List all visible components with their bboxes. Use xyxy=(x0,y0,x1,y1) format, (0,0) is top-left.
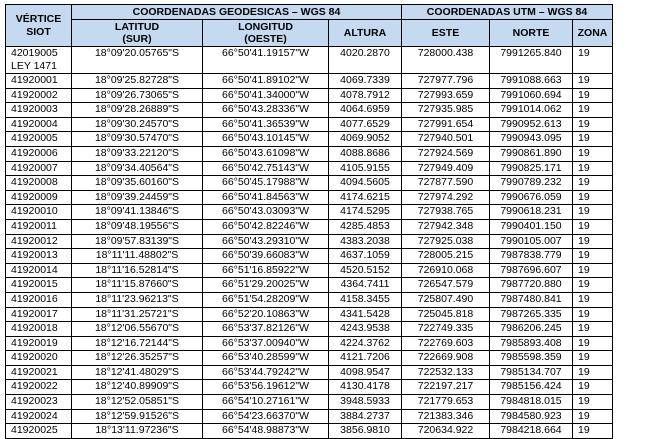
cell-alt: 4078.7912 xyxy=(329,88,402,103)
cell-vertice: 41920025 xyxy=(6,424,72,439)
table-row xyxy=(6,263,613,278)
cell-alt: 4020.2870 xyxy=(329,47,402,74)
cell-norte: 7984818.015 xyxy=(490,395,573,410)
cell-lon: 66°51'29.20025"W xyxy=(203,278,329,293)
cell-este: 728005.215 xyxy=(402,249,490,264)
table-row xyxy=(6,47,613,74)
coordinates-table-wrapper xyxy=(5,4,613,439)
cell-norte: 7985156.424 xyxy=(490,380,573,395)
cell-alt: 4383.2038 xyxy=(329,234,402,249)
cell-norte: 7985134.707 xyxy=(490,365,573,380)
cell-alt: 4158.3455 xyxy=(329,292,402,307)
cell-este: 720634.922 xyxy=(402,424,490,439)
table-row xyxy=(6,205,613,220)
table-row xyxy=(6,336,613,351)
cell-este: 725045.818 xyxy=(402,307,490,322)
cell-norte: 7987720.880 xyxy=(490,278,573,293)
cell-lon: 66°50'41.84563"W xyxy=(203,190,329,205)
cell-vertice: 41920017 xyxy=(6,307,72,322)
cell-lon: 66°50'39.66083"W xyxy=(203,249,329,264)
cell-lon: 66°50'41.36539"W xyxy=(203,117,329,132)
cell-alt: 4364.7411 xyxy=(329,278,402,293)
cell-lon: 66°53'56.19612"W xyxy=(203,380,329,395)
cell-vertice: 41920002 xyxy=(6,88,72,103)
cell-norte: 7985893.408 xyxy=(490,336,573,351)
header-norte: NORTE xyxy=(490,20,573,47)
cell-vertice: 41920008 xyxy=(6,176,72,191)
cell-zona: 19 xyxy=(573,132,613,147)
cell-alt: 4130.4178 xyxy=(329,380,402,395)
cell-zona: 19 xyxy=(573,88,613,103)
cell-zona: 19 xyxy=(573,234,613,249)
cell-vertice: 41920007 xyxy=(6,161,72,176)
cell-lat: 18°09'26.73065"S xyxy=(72,88,203,103)
cell-alt: 4094.5605 xyxy=(329,176,402,191)
cell-lon: 66°54'23.66370"W xyxy=(203,409,329,424)
coordinates-table xyxy=(5,4,613,439)
cell-este: 722669.908 xyxy=(402,351,490,366)
cell-zona: 19 xyxy=(573,292,613,307)
cell-alt: 4174.5295 xyxy=(329,205,402,220)
cell-este: 727977.796 xyxy=(402,74,490,89)
cell-alt: 3856.9810 xyxy=(329,424,402,439)
cell-zona: 19 xyxy=(573,424,613,439)
cell-zona: 19 xyxy=(573,47,613,74)
header-vertice-label: VÉRTICE xyxy=(15,13,62,25)
cell-lat: 18°12'59.91526"S xyxy=(72,409,203,424)
header-latitud-sub: (SUR) xyxy=(122,33,152,45)
cell-alt: 4520.5152 xyxy=(329,263,402,278)
cell-vertice: 41920004 xyxy=(6,117,72,132)
cell-lat: 18°09'48.19556"S xyxy=(72,219,203,234)
cell-este: 727924.569 xyxy=(402,146,490,161)
table-row xyxy=(6,424,613,439)
cell-vertice xyxy=(6,47,72,74)
cell-vertice: 41920015 xyxy=(6,278,72,293)
cell-este: 727949.409 xyxy=(402,161,490,176)
cell-norte: 7990618.231 xyxy=(490,205,573,220)
cell-lat: 18°09'41.13846"S xyxy=(72,205,203,220)
table-row xyxy=(6,409,613,424)
cell-vertice: 41920011 xyxy=(6,219,72,234)
cell-vertice: 41920010 xyxy=(6,205,72,220)
cell-zona: 19 xyxy=(573,336,613,351)
table-row xyxy=(6,322,613,337)
cell-lat: 18°11'16.52814"S xyxy=(72,263,203,278)
cell-lat: 18°12'40.89909"S xyxy=(72,380,203,395)
table-row xyxy=(6,307,613,322)
header-zona: ZONA xyxy=(573,20,613,47)
header-este: ESTE xyxy=(402,20,490,47)
cell-norte: 7985598.359 xyxy=(490,351,573,366)
cell-lon: 66°50'43.10145"W xyxy=(203,132,329,147)
cell-vertice: 41920023 xyxy=(6,395,72,410)
header-longitud-label: LONGITUD xyxy=(238,20,293,33)
cell-lon: 66°51'54.28209"W xyxy=(203,292,329,307)
cell-lon: 66°50'43.29310"W xyxy=(203,234,329,249)
table-row xyxy=(6,278,613,293)
cell-zona: 19 xyxy=(573,161,613,176)
cell-vertice-law: LEY 1471 xyxy=(11,60,57,72)
cell-norte: 7986206.245 xyxy=(490,322,573,337)
cell-lat: 18°12'52.05851"S xyxy=(72,395,203,410)
cell-lon: 66°50'41.34000"W xyxy=(203,88,329,103)
cell-vertice: 41920006 xyxy=(6,146,72,161)
cell-lon: 66°53'40.28599"W xyxy=(203,351,329,366)
cell-lat: 18°12'41.48029"S xyxy=(72,365,203,380)
cell-vertice: 41920001 xyxy=(6,74,72,89)
cell-norte: 7990952.613 xyxy=(490,117,573,132)
cell-vertice: 41920019 xyxy=(6,336,72,351)
header-longitud-sub: (OESTE) xyxy=(244,33,287,45)
table-row xyxy=(6,161,613,176)
cell-zona: 19 xyxy=(573,380,613,395)
cell-lon: 66°50'41.19157"W xyxy=(203,47,329,74)
cell-zona: 19 xyxy=(573,351,613,366)
cell-lat: 18°09'30.24570"S xyxy=(72,117,203,132)
cell-lat: 18°09'25.82728"S xyxy=(72,74,203,89)
cell-norte: 7991060.694 xyxy=(490,88,573,103)
cell-norte: 7987696.607 xyxy=(490,263,573,278)
cell-lon: 66°54'48.98873"W xyxy=(203,424,329,439)
cell-norte: 7987838.779 xyxy=(490,249,573,264)
cell-vertice: 41920022 xyxy=(6,380,72,395)
cell-lon: 66°50'43.28336"W xyxy=(203,103,329,118)
cell-norte: 7990825.171 xyxy=(490,161,573,176)
cell-vertice: 41920024 xyxy=(6,409,72,424)
cell-lat: 18°09'28.26889"S xyxy=(72,103,203,118)
cell-este: 722769.603 xyxy=(402,336,490,351)
cell-zona: 19 xyxy=(573,249,613,264)
cell-vertice: 41920018 xyxy=(6,322,72,337)
cell-vertice-id: 42019005 xyxy=(11,47,58,59)
cell-norte: 7991265.840 xyxy=(490,47,573,74)
table-row xyxy=(6,74,613,89)
cell-lat: 18°12'06.55670"S xyxy=(72,322,203,337)
cell-zona: 19 xyxy=(573,146,613,161)
header-latitud-label: LATITUD xyxy=(114,20,160,33)
cell-lat: 18°09'34.40564"S xyxy=(72,161,203,176)
table-row xyxy=(6,249,613,264)
cell-norte: 7987265.335 xyxy=(490,307,573,322)
cell-vertice: 41920021 xyxy=(6,365,72,380)
cell-lon: 66°50'41.89102"W xyxy=(203,74,329,89)
table-row xyxy=(6,176,613,191)
cell-este: 722197.217 xyxy=(402,380,490,395)
cell-norte: 7990943.095 xyxy=(490,132,573,147)
cell-lon: 66°54'10.27161"W xyxy=(203,395,329,410)
cell-vertice: 41920014 xyxy=(6,263,72,278)
cell-zona: 19 xyxy=(573,219,613,234)
cell-vertice: 41920020 xyxy=(6,351,72,366)
cell-lat: 18°11'31.25721"S xyxy=(72,307,203,322)
cell-lon: 66°50'42.82246"W xyxy=(203,219,329,234)
cell-zona: 19 xyxy=(573,307,613,322)
cell-lat: 18°09'20.05765"S xyxy=(72,47,203,74)
cell-lat: 18°12'16.72144"S xyxy=(72,336,203,351)
cell-vertice: 41920003 xyxy=(6,103,72,118)
table-row xyxy=(6,190,613,205)
cell-este: 726910.068 xyxy=(402,263,490,278)
header-geodesic-group: COORDENADAS GEODESICAS – WGS 84 xyxy=(72,5,402,20)
cell-zona: 19 xyxy=(573,205,613,220)
header-vertice xyxy=(6,5,72,47)
cell-este: 727974.292 xyxy=(402,190,490,205)
table-row xyxy=(6,365,613,380)
cell-zona: 19 xyxy=(573,278,613,293)
cell-lat: 18°09'35.60160"S xyxy=(72,176,203,191)
cell-norte: 7990105.007 xyxy=(490,234,573,249)
header-longitud xyxy=(203,20,329,47)
table-row xyxy=(6,103,613,118)
cell-norte: 7990789.232 xyxy=(490,176,573,191)
cell-alt: 4243.9538 xyxy=(329,322,402,337)
cell-este: 727877.590 xyxy=(402,176,490,191)
cell-alt: 3884.2737 xyxy=(329,409,402,424)
cell-zona: 19 xyxy=(573,409,613,424)
cell-este: 727938.765 xyxy=(402,205,490,220)
header-siot-label: SIOT xyxy=(26,25,51,38)
cell-alt: 4121.7206 xyxy=(329,351,402,366)
table-row xyxy=(6,292,613,307)
table-row xyxy=(6,351,613,366)
cell-lon: 66°51'16.85922"W xyxy=(203,263,329,278)
cell-zona: 19 xyxy=(573,365,613,380)
cell-este: 725807.490 xyxy=(402,292,490,307)
cell-zona: 19 xyxy=(573,322,613,337)
cell-norte: 7991014.062 xyxy=(490,103,573,118)
cell-norte: 7990401.150 xyxy=(490,219,573,234)
table-row xyxy=(6,146,613,161)
cell-alt: 4637.1059 xyxy=(329,249,402,264)
cell-lon: 66°50'43.61098"W xyxy=(203,146,329,161)
cell-alt: 4064.6959 xyxy=(329,103,402,118)
cell-vertice: 41920013 xyxy=(6,249,72,264)
cell-lon: 66°50'43.03093"W xyxy=(203,205,329,220)
cell-vertice: 41920005 xyxy=(6,132,72,147)
cell-alt: 4077.6529 xyxy=(329,117,402,132)
cell-alt: 3948.5933 xyxy=(329,395,402,410)
cell-este: 727940.501 xyxy=(402,132,490,147)
cell-este: 727991.654 xyxy=(402,117,490,132)
cell-este: 727942.348 xyxy=(402,219,490,234)
cell-norte: 7987480.841 xyxy=(490,292,573,307)
cell-zona: 19 xyxy=(573,395,613,410)
table-row xyxy=(6,117,613,132)
table-row xyxy=(6,380,613,395)
cell-lat: 18°09'30.57470"S xyxy=(72,132,203,147)
cell-lon: 66°53'37.00940"W xyxy=(203,336,329,351)
cell-este: 722532.133 xyxy=(402,365,490,380)
cell-lon: 66°53'37.82126"W xyxy=(203,322,329,337)
table-row xyxy=(6,132,613,147)
cell-alt: 4088.8686 xyxy=(329,146,402,161)
cell-lat: 18°09'39.24459"S xyxy=(72,190,203,205)
cell-zona: 19 xyxy=(573,263,613,278)
cell-este: 721383.346 xyxy=(402,409,490,424)
cell-este: 727925.038 xyxy=(402,234,490,249)
cell-zona: 19 xyxy=(573,190,613,205)
table-row xyxy=(6,234,613,249)
cell-alt: 4285.4853 xyxy=(329,219,402,234)
cell-lon: 66°52'20.10863"W xyxy=(203,307,329,322)
cell-este: 727993.659 xyxy=(402,88,490,103)
cell-lat: 18°09'33.22120"S xyxy=(72,146,203,161)
cell-norte: 7990861.890 xyxy=(490,146,573,161)
header-altura: ALTURA xyxy=(329,20,402,47)
cell-alt: 4174.6215 xyxy=(329,190,402,205)
cell-este: 728000.438 xyxy=(402,47,490,74)
cell-alt: 4341.5428 xyxy=(329,307,402,322)
cell-este: 727935.985 xyxy=(402,103,490,118)
cell-este: 726547.579 xyxy=(402,278,490,293)
cell-norte: 7984580.923 xyxy=(490,409,573,424)
cell-norte: 7990676.059 xyxy=(490,190,573,205)
table-row xyxy=(6,219,613,234)
cell-alt: 4098.9547 xyxy=(329,365,402,380)
cell-zona: 19 xyxy=(573,103,613,118)
header-latitud xyxy=(72,20,203,47)
header-utm-group: COORDENADAS UTM – WGS 84 xyxy=(402,5,613,20)
cell-zona: 19 xyxy=(573,176,613,191)
cell-lat: 18°11'15.87660"S xyxy=(72,278,203,293)
cell-vertice: 41920012 xyxy=(6,234,72,249)
cell-lon: 66°50'45.17988"W xyxy=(203,176,329,191)
table-row xyxy=(6,88,613,103)
table-row xyxy=(6,395,613,410)
cell-norte: 7984218.664 xyxy=(490,424,573,439)
cell-norte: 7991088.663 xyxy=(490,74,573,89)
cell-lon: 66°50'42.75143"W xyxy=(203,161,329,176)
cell-lon: 66°53'44.79242"W xyxy=(203,365,329,380)
cell-alt: 4069.7339 xyxy=(329,74,402,89)
cell-este: 721779.653 xyxy=(402,395,490,410)
cell-lat: 18°11'23.96213"S xyxy=(72,292,203,307)
cell-vertice: 41920016 xyxy=(6,292,72,307)
cell-lat: 18°09'57.83139"S xyxy=(72,234,203,249)
cell-alt: 4069.9052 xyxy=(329,132,402,147)
cell-lat: 18°13'11.97236"S xyxy=(72,424,203,439)
cell-alt: 4224.3762 xyxy=(329,336,402,351)
table-body xyxy=(6,47,613,439)
cell-alt: 4105.9155 xyxy=(329,161,402,176)
cell-este: 722749.335 xyxy=(402,322,490,337)
cell-zona: 19 xyxy=(573,117,613,132)
cell-lat: 18°12'26.35257"S xyxy=(72,351,203,366)
cell-vertice: 41920009 xyxy=(6,190,72,205)
cell-lat: 18°11'11.48802"S xyxy=(72,249,203,264)
cell-zona: 19 xyxy=(573,74,613,89)
